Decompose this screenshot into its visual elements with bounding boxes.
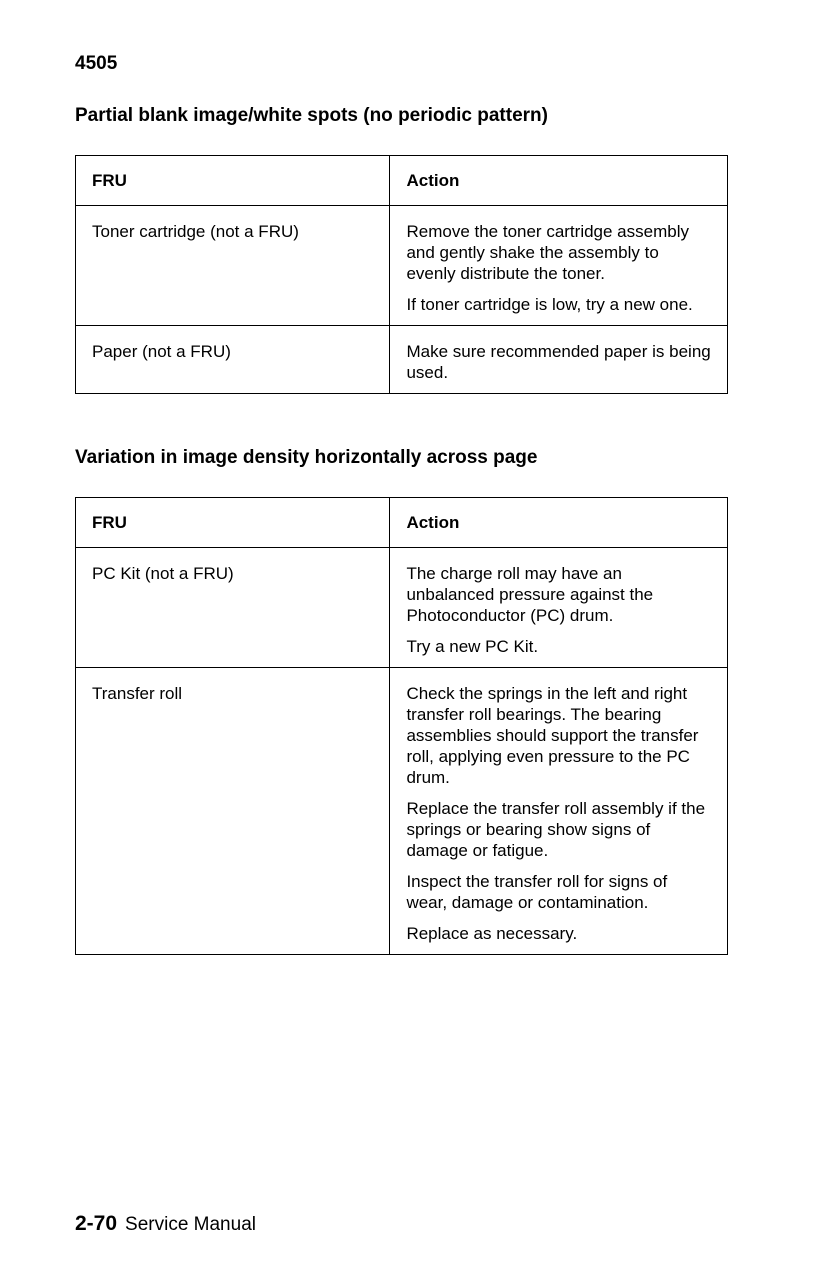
fru-cell: Paper (not a FRU)	[76, 326, 390, 394]
action-text: Remove the toner cartridge assembly and gently shake the assembly to evenly distribute the toner.	[406, 222, 689, 283]
action-text: Check the springs in the left and right transfer roll bearings. The bearing assemblies should support the transfer roll, applying even pressure to the PC drum.	[406, 684, 699, 787]
action-text: Inspect the transfer roll for signs of wear, damage or contamination.	[406, 872, 668, 912]
table-header-row	[76, 156, 728, 206]
action-cell	[390, 326, 728, 394]
action-text: Replace the transfer roll assembly if the springs or bearing show signs of damage or fatigue.	[406, 799, 706, 860]
manual-title: Service Manual	[125, 1214, 256, 1235]
page-number: 2-70	[75, 1212, 118, 1235]
action-cell	[390, 548, 728, 668]
action-text: Try a new PC Kit.	[406, 637, 539, 656]
section-title-partial-blank: Partial blank image/white spots (no periodic pattern)	[75, 105, 548, 126]
action-text: If toner cartridge is low, try a new one.	[406, 295, 693, 314]
table-row	[76, 548, 728, 668]
column-header-fru: FRU	[76, 156, 390, 206]
action-cell	[390, 668, 728, 955]
fru-cell: Toner cartridge (not a FRU)	[76, 206, 390, 326]
fru-table-partial-blank	[75, 155, 728, 394]
table-row	[76, 206, 728, 326]
fru-cell: PC Kit (not a FRU)	[76, 548, 390, 668]
column-header-action: Action	[390, 156, 728, 206]
column-header-action: Action	[390, 498, 728, 548]
fru-cell: Transfer roll	[76, 668, 390, 955]
table-row	[76, 326, 728, 394]
page-footer	[75, 1212, 256, 1236]
table-header-row	[76, 498, 728, 548]
action-text: The charge roll may have an unbalanced pressure against the Photoconductor (PC) drum.	[406, 564, 654, 625]
section-title-density-variation: Variation in image density horizontally across page	[75, 447, 538, 468]
fru-table-density-variation	[75, 497, 728, 955]
column-header-fru: FRU	[76, 498, 390, 548]
action-cell	[390, 206, 728, 326]
action-text: Make sure recommended paper is being used.	[406, 342, 711, 382]
table-row	[76, 668, 728, 955]
action-text: Replace as necessary.	[406, 924, 578, 943]
model-number: 4505	[75, 53, 118, 74]
